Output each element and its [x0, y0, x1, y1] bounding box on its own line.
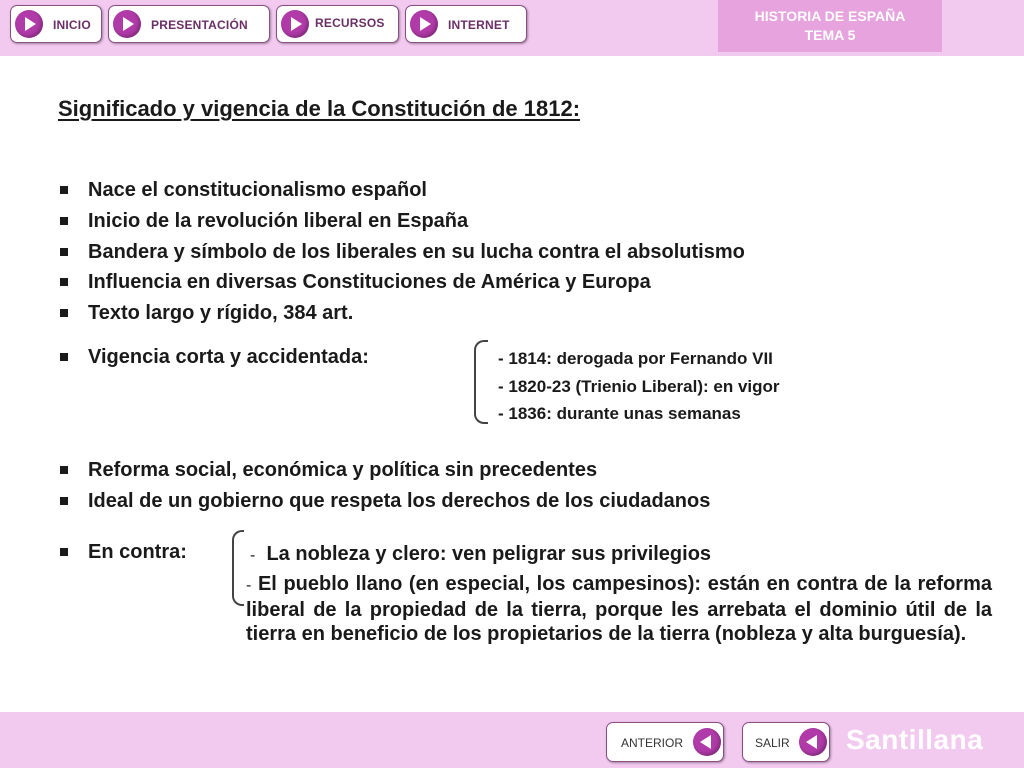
bullet-square-icon — [60, 186, 68, 194]
contra-dash: - — [250, 547, 256, 564]
contra-item — [250, 542, 711, 568]
nav-button-inicio[interactable] — [10, 5, 102, 43]
nav-button-presentacion[interactable] — [108, 5, 270, 43]
nav-button-label: PRESENTACIÓN — [151, 18, 248, 32]
vigencia-item: - 1814: derogada por Fernando VII — [498, 349, 773, 368]
list-item-text: Bandera y símbolo de los liberales en su lucha contra el absolutismo — [88, 241, 745, 263]
previous-button-label: ANTERIOR — [621, 736, 684, 750]
nav-button-label: INICIO — [53, 18, 91, 32]
vigencia-brace — [474, 340, 488, 424]
list-item-text: Reforma social, económica y política sin precedentes — [88, 459, 598, 481]
contra-paragraph-text: El pueblo llano (en especial, los campesinos): están en contra de la reforma liberal de la propiedad de la tierra, porque les arrebata el dominio útil de la tierra en beneficio de los propietarios de la tierra (nobleza y alta burguesía). — [246, 573, 992, 645]
exit-button[interactable] — [742, 722, 830, 762]
contra-dash: - — [246, 577, 252, 594]
list-item-text: Vigencia corta y accidentada: — [88, 346, 369, 368]
list-item-text: Nace el constitucionalismo español — [88, 179, 427, 201]
list-item-text: En contra: — [88, 541, 187, 563]
list-item-text: Inicio de la revolución liberal en España — [88, 210, 469, 232]
bullet-square-icon — [60, 217, 68, 225]
bullet-square-icon — [60, 548, 68, 556]
bullet-square-icon — [60, 278, 68, 286]
vigencia-item: - 1836: durante unas semanas — [498, 404, 741, 423]
page-title: Significado y vigencia de la Constitución de 1812: — [58, 96, 581, 121]
list-item-text: Ideal de un gobierno que respeta los derechos de los ciudadanos — [88, 490, 711, 512]
nav-button-internet[interactable] — [405, 5, 527, 43]
back-arrow-icon — [693, 728, 721, 756]
nav-button-label: RECURSOS — [315, 16, 385, 30]
contra-paragraph — [246, 572, 992, 646]
course-title: HISTORIA DE ESPAÑA — [754, 8, 906, 24]
nav-button-recursos[interactable] — [276, 5, 399, 43]
course-title-box — [718, 0, 942, 52]
play-arrow-icon — [15, 10, 43, 38]
bullet-square-icon — [60, 248, 68, 256]
publisher-logo: Santillana — [846, 724, 984, 755]
nav-button-label: INTERNET — [448, 18, 510, 32]
previous-button[interactable] — [606, 722, 724, 762]
bullet-square-icon — [60, 466, 68, 474]
play-arrow-icon — [410, 10, 438, 38]
contra-brace — [232, 530, 244, 606]
bullet-square-icon — [60, 309, 68, 317]
play-arrow-icon — [281, 10, 309, 38]
list-item-text: Influencia en diversas Constituciones de América y Europa — [88, 271, 651, 293]
exit-button-label: SALIR — [755, 736, 790, 750]
play-arrow-icon — [113, 10, 141, 38]
vigencia-item: - 1820-23 (Trienio Liberal): en vigor — [498, 377, 780, 396]
bullet-square-icon — [60, 353, 68, 361]
back-arrow-icon — [799, 728, 827, 756]
course-topic: TEMA 5 — [804, 27, 856, 43]
list-item-text: Texto largo y rígido, 384 art. — [88, 302, 354, 324]
bullet-square-icon — [60, 497, 68, 505]
contra-item-text: La nobleza y clero: ven peligrar sus privilegios — [266, 543, 712, 565]
